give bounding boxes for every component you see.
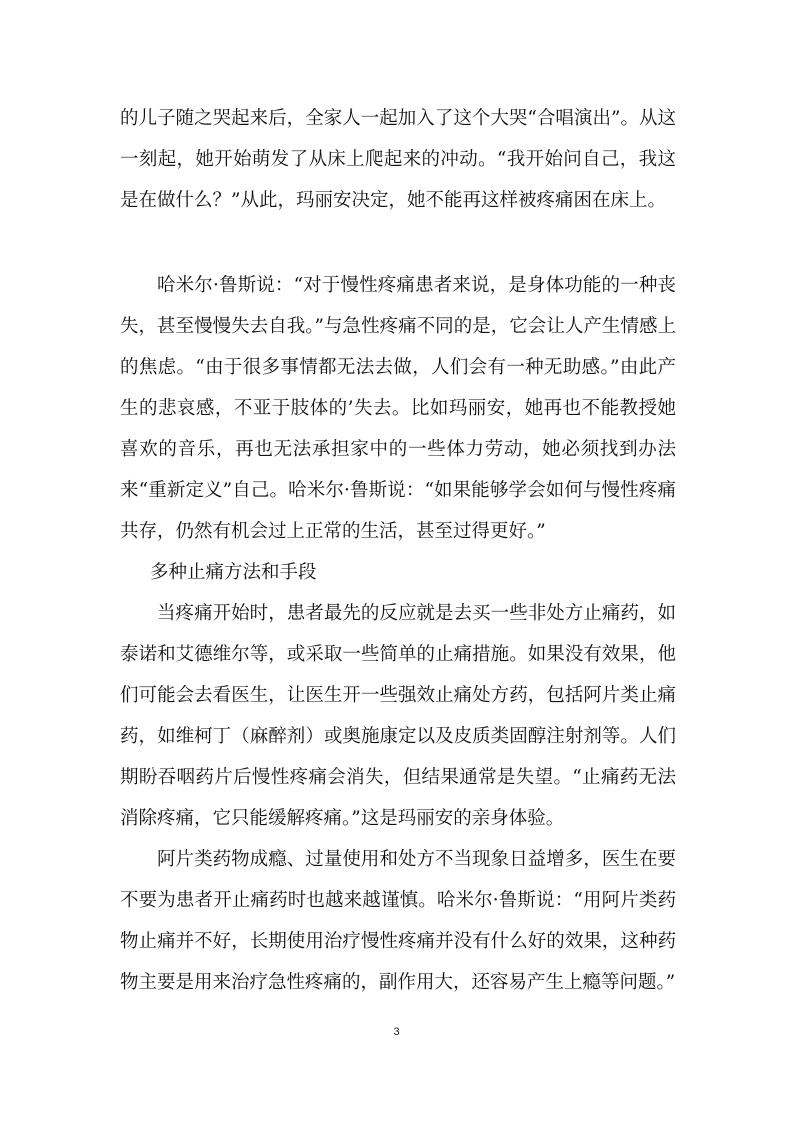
paragraph-chronic-pain-loss: 哈米尔·鲁斯说：“对于慢性疼痛患者来说，是身体功能的一种丧失，甚至慢慢失去自我。”与急性疼痛不同的是，它会让人产生情感上的焦虑。“由于很多事情都无法去做，人们会有一种无助感。”由此产生的悲哀感，不亚于肢体的’失去。比如玛丽安，她再也不能教授她喜欢的音乐，再也无法承担家中的一些体力劳动，她必须找到办法来“重新定义”自己。哈米尔·鲁斯说：“如果能够学会如何与慢性疼痛共存，仍然有机会过上正常的生活，甚至过得更好。” <box>120 275 676 542</box>
page-number: 3 <box>393 1026 400 1038</box>
paragraph-opioid-caution: 阿片类药物成瘾、过量使用和处方不当现象日益增多，医生在要不要为患者开止痛药时也越来越谨慎。哈米尔·鲁斯说：“用阿片类药物止痛并不好，长期使用治疗慢性疼痛并没有什么好的效果，这种药物主要是用来治疗急性疼痛的，副作用大，还容易产生上瘾等问题。” <box>120 849 676 993</box>
page-body <box>120 98 676 1003</box>
paragraph-painkiller-response: 当疼痛开始时，患者最先的反应就是去买一些非处方止痛药，如泰诺和艾德维尔等，或采取一些简单的止痛措施。如果没有效果，他们可能会去看医生，让医生开一些强效止痛处方药，包括阿片类止痛药，如维柯丁（麻醉剂）或奥施康定以及皮质类固醇注射剂等。人们期盼吞咽药片后慢性疼痛会消失，但结果通常是失望。“止痛药无法消除疼痛，它只能缓解疼痛。”这是玛丽安的亲身体验。 <box>120 603 676 829</box>
paragraph-continued-family-crying: 的儿子随之哭起来后，全家人一起加入了这个大哭“合唱演出”。从这一刻起，她开始萌发了从床上爬起来的冲动。“我开始问自己，我这是在做什么？”从此，玛丽安决定，她不能再这样被疼痛困在床上。 <box>120 108 676 211</box>
section-heading-pain-relief-methods: 多种止痛方法和手段 <box>150 562 317 583</box>
